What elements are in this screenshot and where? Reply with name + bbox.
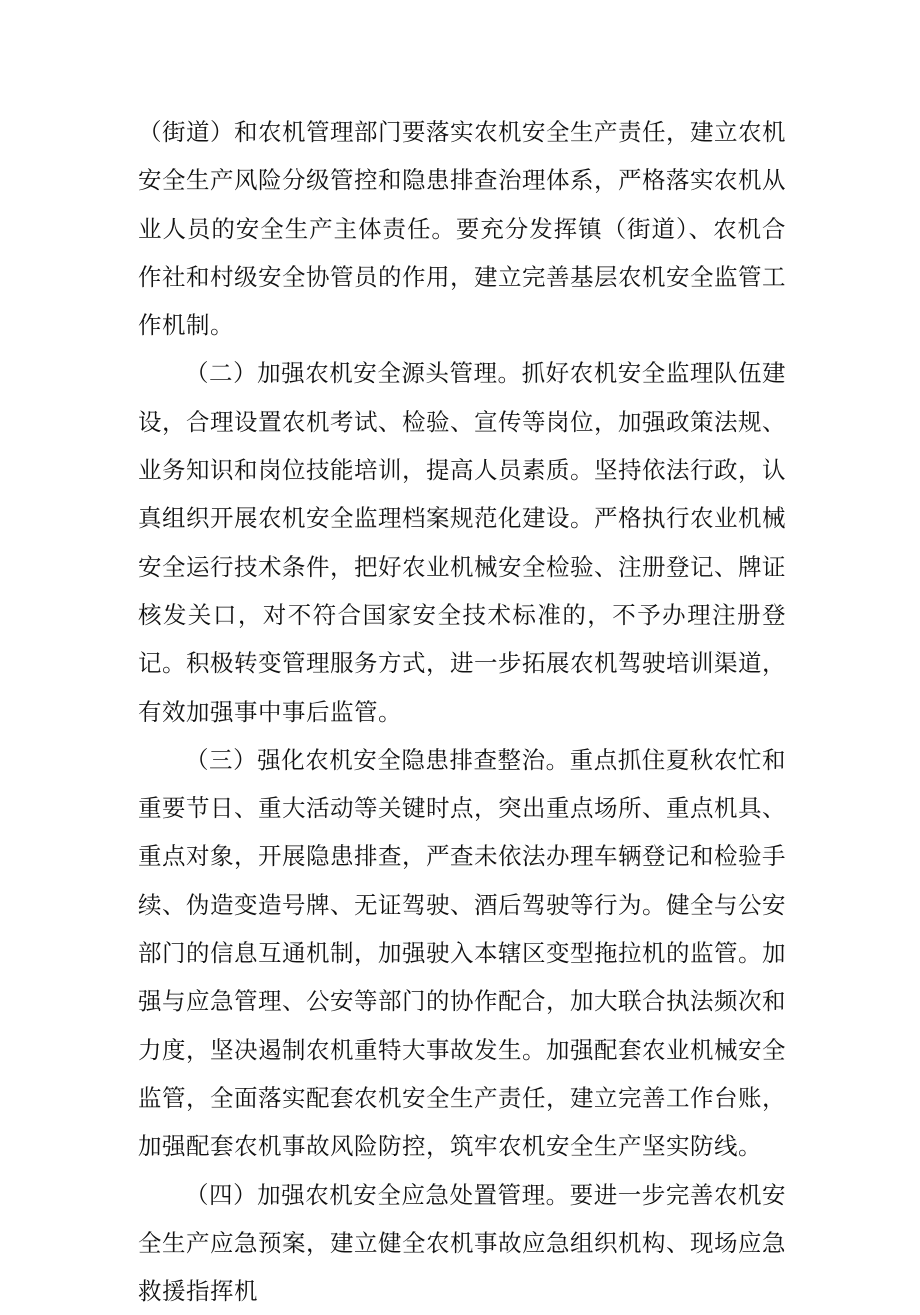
paragraph-continued: （街道）和农机管理部门要落实农机安全生产责任，建立农机安全生产风险分级管控和隐患排查治理体系，严格落实农机从业人员的安全生产主体责任。要充分发挥镇（街道）、农机合作社和村级安全协管员的作用，建立完善基层农机安全监管工作机制。 [138,118,786,340]
document-body [138,108,786,1315]
paragraph-section-4: （四）加强农机安全应急处置管理。要进一步完善农机安全生产应急预案，建立健全农机事故应急组织机构、现场应急救援指挥机 [138,1180,786,1306]
paragraph-section-3: （三）强化农机安全隐患排查整治。重点抓住夏秋农忙和重要节日、重大活动等关键时点，突出重点场所、重点机具、重点对象，开展隐患排查，严查未依法办理车辆登记和检验手续、伪造变造号牌、无证驾驶、酒后驾驶等行为。健全与公安部门的信息互通机制，加强驶入本辖区变型拖拉机的监管。加强与应急管理、公安等部门的协作配合，加大联合执法频次和力度，坚决遏制农机重特大事故发生。加强配套农业机械安全监管，全面落实配套农机安全生产责任，建立完善工作台账，加强配套农机事故风险防控，筑牢农机安全生产坚实防线。 [138,745,786,1161]
paragraph-section-2: （二）加强农机安全源头管理。抓好农机安全监理队伍建设，合理设置农机考试、检验、宣传等岗位，加强政策法规、业务知识和岗位技能培训，提高人员素质。坚持依法行政，认真组织开展农机安全监理档案规范化建设。严格执行农业机械安全运行技术条件，把好农业机械安全检验、注册登记、牌证核发关口，对不符合国家安全技术标准的，不予办理注册登记。积极转变管理服务方式，进一步拓展农机驾驶培训渠道，有效加强事中事后监管。 [138,359,786,726]
